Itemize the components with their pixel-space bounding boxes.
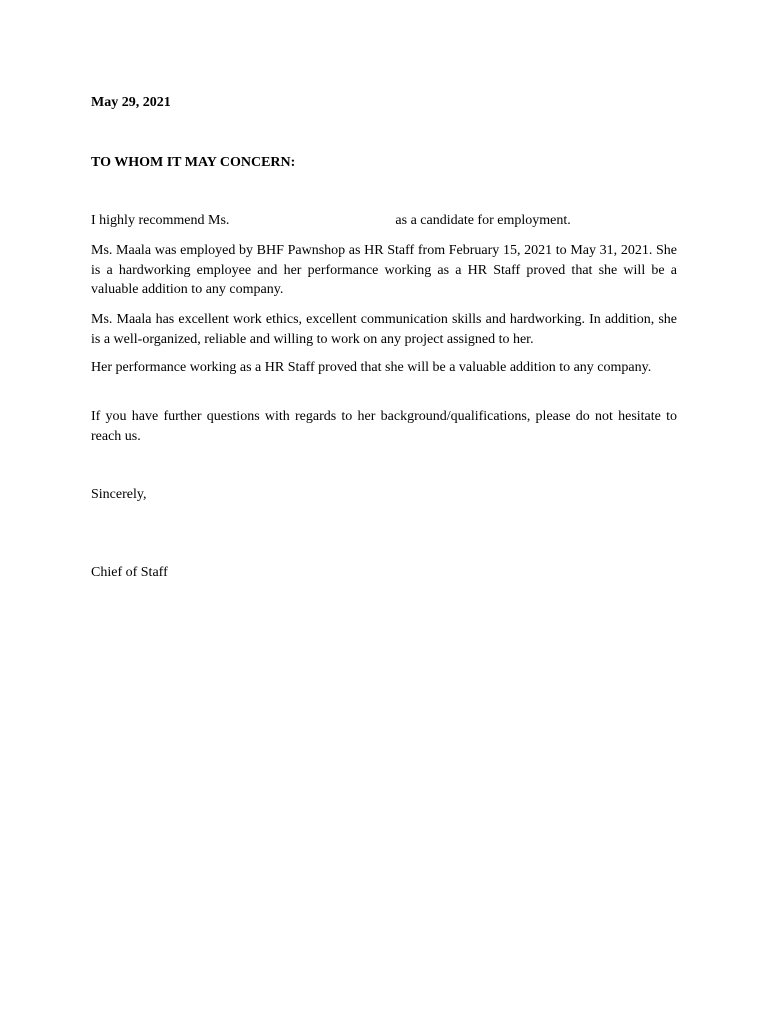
paragraph-performance: Her performance working as a HR Staff proved that she will be a valuable addition to any company. bbox=[91, 360, 652, 375]
recommendation-line bbox=[91, 211, 677, 231]
signature-title: Chief of Staff bbox=[91, 565, 168, 580]
letter-date: May 29, 2021 bbox=[91, 95, 171, 110]
recommendation-prefix: I highly recommend Ms. bbox=[91, 213, 230, 228]
paragraph-work-ethics: Ms. Maala has excellent work ethics, excellent communication skills and hardworking. In addition, she is a well-organized, reliable and willing to work on any project assigned to her. bbox=[91, 312, 677, 347]
paragraph-employment-history: Ms. Maala was employed by BHF Pawnshop as HR Staff from February 15, 2021 to May 31, 2021. She is a hardworking employee and her performance working as a HR Staff proved that she will be a valuable addition to any company. bbox=[91, 243, 677, 297]
recommendation-suffix: as a candidate for employment. bbox=[395, 213, 571, 228]
paragraph-contact: If you have further questions with regards to her background/qualifications, please do not hesitate to reach us. bbox=[91, 409, 677, 444]
salutation: TO WHOM IT MAY CONCERN: bbox=[91, 155, 296, 170]
closing: Sincerely, bbox=[91, 487, 147, 502]
